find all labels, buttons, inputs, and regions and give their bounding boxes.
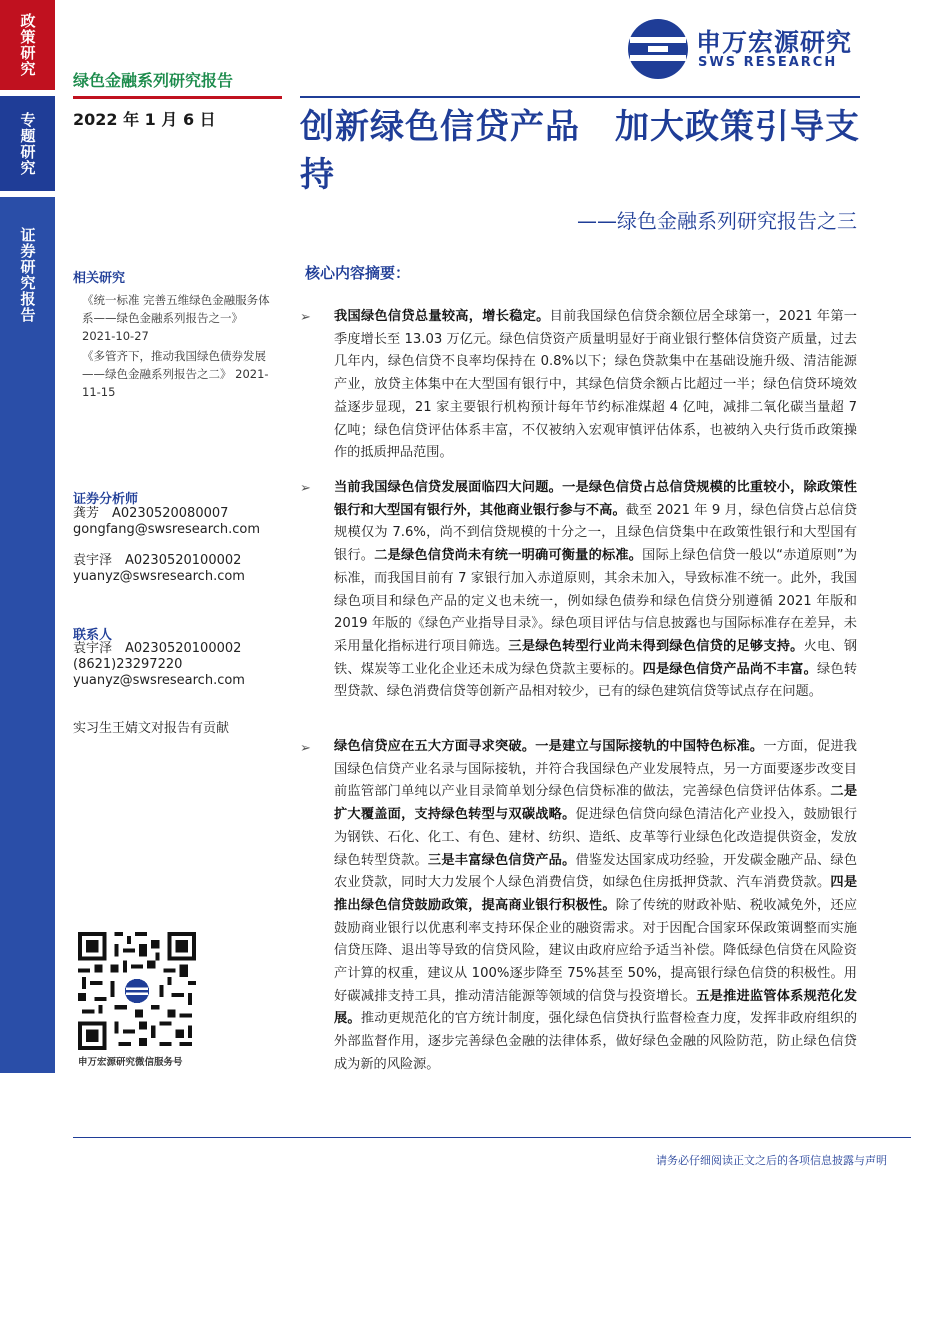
contact-email[interactable]: yuanyz@swsresearch.com <box>73 673 245 688</box>
analyst-name-id: 袁宇泽 A0230520100002 <box>73 553 242 568</box>
related-item: 《多管齐下，推动我国绿色债券发展——绿色金融系列报告之二》 2021-11-15 <box>82 349 269 399</box>
report-series: 绿色金融系列研究报告 <box>73 71 234 90</box>
analyst-email[interactable]: yuanyz@swsresearch.com <box>73 569 245 584</box>
bullet-arrow-icon: ➢ <box>300 481 311 496</box>
core-summary-heading: 核心内容摘要： <box>305 264 411 282</box>
tab-policy-research: 政策研究 <box>0 0 55 90</box>
contact-name-id: 袁宇泽 A0230520100002 <box>73 641 242 656</box>
footer-divider <box>73 1137 911 1138</box>
qr-caption: 申万宏源研究微信服务号 <box>78 1057 183 1068</box>
analyst-email[interactable]: gongfang@swsresearch.com <box>73 522 261 537</box>
header-divider-blue <box>300 96 860 98</box>
summary-paragraph-2: 当前我国绿色信贷发展面临四大问题。一是绿色信贷占总信贷规模的比重较小，除政策性银行和大型国有银行外，其他商业银行参与不高。截至 2021 年 9 月，绿色信贷占总信贷规模仅为 7.6%，尚不到信贷规模的十分之一，且绿色信贷集中在政策性银行和大型国有银行。二是绿色信贷尚未有统一明确可衡量的标准。国际上绿色信贷一般以“赤道原则”为标准，而我国目前有 7 家银行加入赤道原则，其余未加入，导致标准不统一。此外，我国绿色项目和绿色产品的定义也未统一，例如绿色债券和绿色信贷分别遵循 2021 年版和 2019 年版的《绿色产业指导目录》。绿色项目评估与信息披露也与国际标准存在差异，未采用量化指标进行项目筛选。三是绿色转型行业尚未得到绿色信贷的足够支持。火电、钢铁、煤炭等工业化企业还未成为绿色贷款主要标的。四是绿色信贷产品尚不丰富。绿色转型贷款、绿色消费信贷等创新产品相对较少，已有的绿色建筑信贷等试点存在问题。 <box>334 480 858 700</box>
header-divider-red <box>73 96 282 99</box>
bullet-arrow-icon: ➢ <box>300 741 311 756</box>
disclaimer-notice[interactable]: 请务必仔细阅读正文之后的各项信息披露与声明 <box>656 1154 887 1167</box>
summary-paragraph-1: 我国绿色信贷总量较高，增长稳定。目前我国绿色信贷余额位居全球第一，2021 年第一季度增长至 13.03 万亿元。绿色信贷资产质量明显好于商业银行整体信贷资产质量，过去几年内，绿色信贷不良率均保持在 0.8%以下；绿色贷款集中在基础设施升级、清洁能源产业，放贷主体集中在大型国有银行中，其绿色信贷余额占比超过一半；绿色信贷环境效益逐步显现，21 家主要银行机构预计每年节约标准煤超 4 亿吨，减排二氧化碳当量超 7 亿吨；绿色信贷评估体系丰富，不仅被纳入宏观审慎评估体系，也被纳入央行货币政策操作的抵质押品范围。 <box>334 309 857 461</box>
related-item: 《统一标准 完善五维绿色金融服务体系——绿色金融系列报告之一》 2021-10-27 <box>82 293 270 343</box>
wechat-qr-code[interactable] <box>78 932 196 1050</box>
analyst-name-id: 龚芳 A0230520080007 <box>73 506 229 521</box>
report-title: 创新绿色信贷产品 加大政策引导支持 <box>300 107 860 195</box>
related-research-heading: 相关研究 <box>73 271 126 286</box>
report-subtitle: ——绿色金融系列研究报告之三 <box>577 209 857 233</box>
bullet-arrow-icon: ➢ <box>300 310 311 325</box>
summary-paragraph-3: 绿色信贷应在五大方面寻求突破。一是建立与国际接轨的中国特色标准。一方面，促进我国绿色信贷产业名录与国际接轨，并符合我国绿色产业发展特点，另一方面要逐步改变目前监管部门单纯以产业目录简单划分绿色信贷标准的做法，完善绿色信贷评估体系。二是扩大覆盖面，支持绿色转型与双碳战略。促进绿色信贷向绿色清洁化产业投入，鼓励银行为钢铁、石化、化工、有色、建材、纺织、造纸、皮革等行业绿色化改造提供资金，发放绿色转型贷款。三是丰富绿色信贷产品。借鉴发达国家成功经验，开发碳金融产品、绿色农业贷款，同时大力发展个人绿色消费信贷，如绿色住房抵押贷款、汽车消费贷款。四是推出绿色信贷鼓励政策，提高商业银行积极性。除了传统的财政补贴、税收减免外，还应鼓励商业银行以优惠利率支持环保企业的融资需求。对于因配合国家环保政策调整而实施信贷压降、退出等导致的信贷风险，建议由政府应给予适当补偿。降低绿色信贷在风险资产计算的权重，建议从 100%逐步降至 75%甚至 50%，提高银行绿色信贷的积极性。用好碳减排支持工具，推动清洁能源等领域的信贷与投资增长。五是推进监管体系规范化发展。推动更规范化的官方统计制度，强化绿色信贷执行监督检查力度，发挥非政府组织的外部监督作用，逐步完善绿色金融的法律体系，做好绿色金融的风险防范，防止绿色信贷成为新的风险源。 <box>334 739 858 1072</box>
sws-logo <box>626 17 886 83</box>
report-date: 2022 年 1 月 6 日 <box>73 110 216 129</box>
logo-english-name: SWS RESEARCH <box>698 55 838 70</box>
tab-securities-report: 证券研究报告 <box>0 197 55 1073</box>
contact-phone: (8621)23297220 <box>73 657 183 672</box>
contact-heading: 联系人 <box>73 628 113 643</box>
tab-topic-research: 专题研究 <box>0 96 55 191</box>
analysts-heading: 证券分析师 <box>73 492 139 507</box>
sws-logo-icon <box>626 17 690 81</box>
logo-chinese-name: 申万宏源研究 <box>696 28 853 57</box>
intern-note: 实习生王婧文对报告有贡献 <box>73 721 230 736</box>
